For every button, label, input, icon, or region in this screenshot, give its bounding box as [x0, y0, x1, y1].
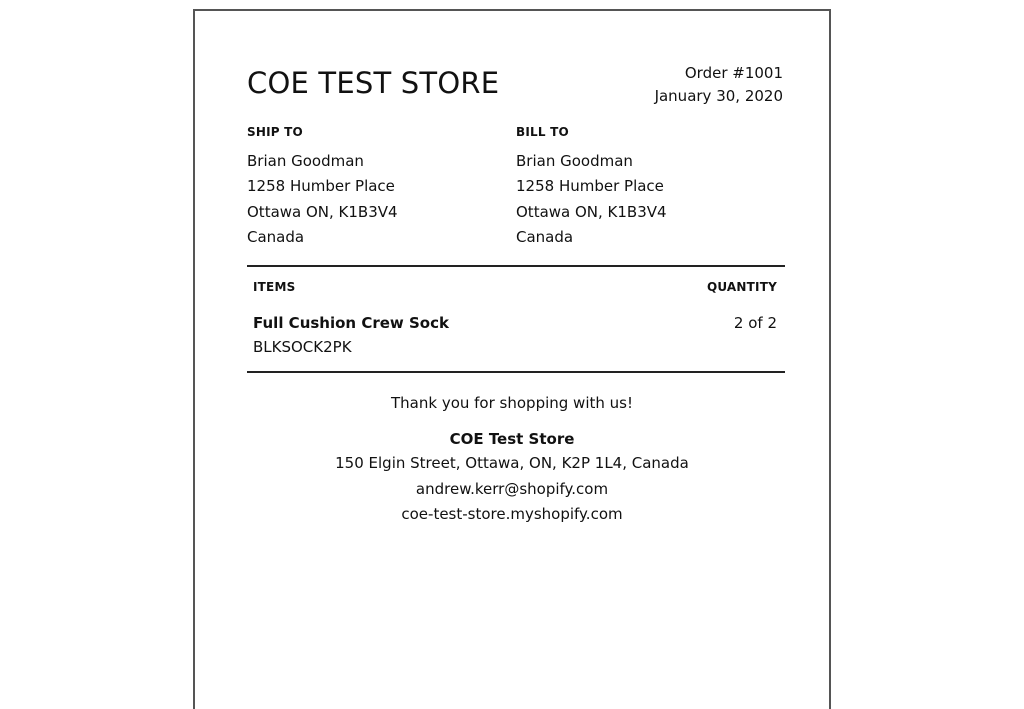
items-table-header — [253, 280, 777, 294]
ship-to-street: 1258 Humber Place — [247, 177, 395, 196]
items-bottom-divider — [247, 371, 785, 373]
quantity-column-header: QUANTITY — [706, 280, 777, 294]
thank-you-message: Thank you for shopping with us! — [391, 394, 633, 412]
footer-store-name: COE Test Store — [449, 430, 575, 448]
item-name: Full Cushion Crew Sock — [253, 314, 449, 332]
footer-address: 150 Elgin Street, Ottawa, ON, K2P 1L4, Canada — [335, 454, 689, 472]
ship-to-name: Brian Goodman — [247, 152, 364, 170]
bill-to-city: Ottawa ON, K1B3V4 — [516, 202, 667, 221]
item-quantity: 2 of 2 — [733, 314, 777, 332]
ship-to-city: Ottawa ON, K1B3V4 — [247, 202, 398, 221]
item-sku: BLKSOCK2PK — [253, 338, 352, 356]
items-column-header: ITEMS — [253, 280, 296, 294]
store-title: COE TEST STORE — [247, 66, 500, 100]
ship-to-block — [247, 124, 398, 251]
packing-slip-page — [193, 9, 831, 709]
bill-to-label: BILL TO — [516, 125, 569, 139]
order-number: Order #1001 — [684, 64, 783, 82]
footer-website: coe-test-store.myshopify.com — [401, 505, 623, 523]
ship-to-country: Canada — [247, 228, 305, 247]
ship-to-label: SHIP TO — [247, 125, 303, 139]
bill-to-name: Brian Goodman — [516, 152, 633, 170]
order-date: January 30, 2020 — [654, 87, 783, 105]
footer-email: andrew.kerr@shopify.com — [415, 479, 609, 498]
bill-to-country: Canada — [516, 228, 574, 247]
items-top-divider — [247, 265, 785, 267]
store-footer — [195, 391, 829, 528]
order-meta — [655, 62, 783, 108]
bill-to-street: 1258 Humber Place — [516, 177, 664, 196]
table-row — [253, 312, 777, 361]
bill-to-block — [516, 124, 667, 251]
